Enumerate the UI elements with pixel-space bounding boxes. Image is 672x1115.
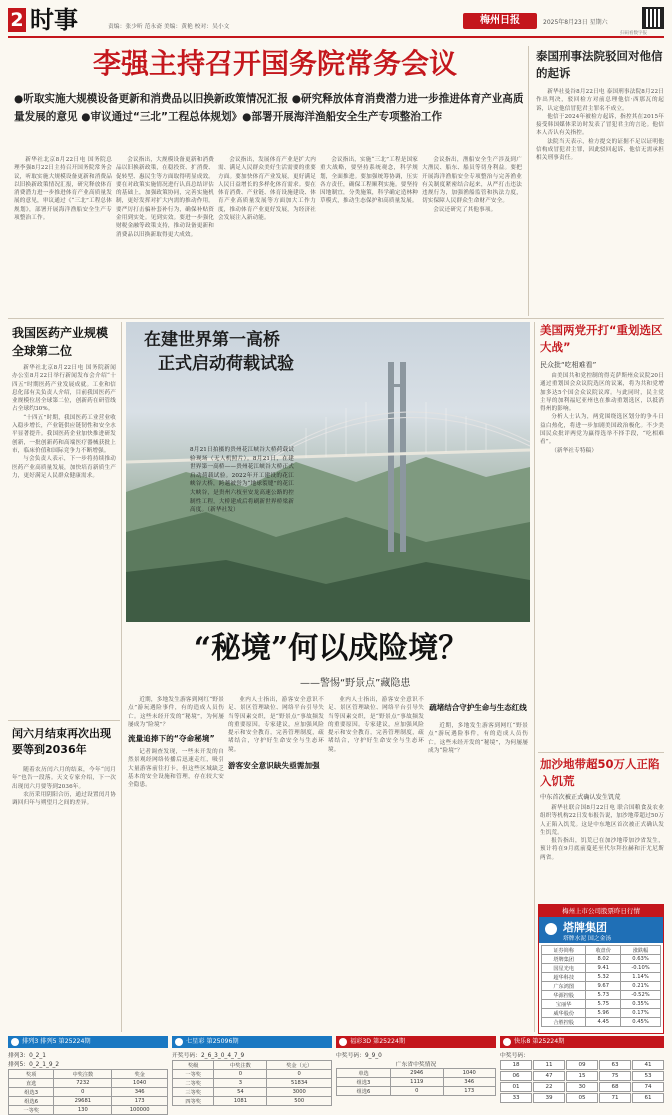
kl8-number: 05 — [566, 1093, 598, 1103]
main-paragraph: 会议指出，发展体育产业是扩大内需、满足人民群众美好生活需要的重要方面。要加快体育产业发展，更好满足人民日益增长的多样化体育需求。要在体育消费、产业链、体育设施建设、体育产业高质量发展等方面加大工作力度，推动体育产业更好发展，为经济社会发展注入新动能。 — [218, 157, 316, 222]
table-row: 二等奖 3 51834 — [173, 1079, 332, 1088]
lottery-section — [8, 1036, 664, 1114]
leap-month-headline — [12, 726, 116, 758]
table-row: 合胜控股 4.45 0.45% — [542, 1018, 661, 1027]
feature-col4-text — [428, 722, 528, 1032]
qr-code-icon[interactable] — [642, 7, 664, 29]
stock-strip: 梅州上市公司股票昨日行情 — [539, 905, 663, 917]
main-body-col5 — [422, 156, 522, 316]
kl8-number: 41 — [632, 1060, 664, 1070]
brand-banner — [539, 917, 663, 943]
kl8-number-grid — [500, 1060, 664, 1103]
usa-deck: 民众批“吃相难看” — [540, 361, 597, 369]
feature-col2 — [228, 696, 324, 1032]
table-row: 组选6 29681 173 — [9, 1097, 168, 1106]
page-number: 2 — [8, 8, 26, 32]
lottery-bar-pl: 排列3 排列5 第25224期 — [8, 1036, 168, 1048]
kl8-number: 53 — [632, 1071, 664, 1081]
pharma-headline: 我国医药产业规模全球第二位 — [12, 326, 109, 358]
usa-body — [540, 372, 664, 748]
table-row: 广东鸿图 9.67 0.21% — [542, 982, 661, 991]
table-row: 一等奖 130 100000 — [9, 1106, 168, 1115]
lottery-bar-kl8: 快乐8 第25224期 — [500, 1036, 664, 1048]
bridge-photo — [126, 322, 530, 622]
kl8-number: 39 — [533, 1093, 565, 1103]
gaza-body — [540, 804, 664, 904]
kl8-number: 18 — [500, 1060, 532, 1070]
feature-paragraph: 记者调查发现，一些未开发的自然景观经网络传播后迅速走红，吸引大量游客前往打卡，但这些区域缺乏基本的安全设施和管理，存在较大安全隐患。 — [128, 749, 224, 789]
pharma-body — [12, 364, 116, 718]
main-paragraph: 会议指出，渔船安全生产涉及到广大渔民、船东、船员等切身利益。要把开展海洋渔船安全专项整治与完善渔业有关制度紧密结合起来，从严打击违法违规行为，加强渔船监管和执法力度，切实保障人民群众生命财产安全。 — [422, 157, 522, 205]
gaza-headline: 加沙地带超50万人正陷入饥荒 — [540, 757, 660, 788]
table-row: 三等奖 54 3000 — [173, 1088, 332, 1097]
gaza-paragraph: 新华社联合国8月22日电 联合国粮食及农业组织等机构22日发布报告说，加沙地带超过50万人正陷入饥荒。这是中东地区首次被正式确认发生饥荒。 — [540, 805, 664, 836]
feature-subtitle-2: 游客安全意识缺失亟需加强 — [228, 761, 320, 771]
photo-title-2: 正式启动荷载试验 — [158, 354, 294, 374]
brand-logo-icon — [545, 923, 557, 935]
table-row: 超华科技 5.32 1.14% — [542, 973, 661, 982]
main-headline: 李强主持召开国务院常务会议 — [92, 47, 457, 80]
table-row: 一等奖 0 0 — [173, 1070, 332, 1079]
kl8-number: 06 — [500, 1071, 532, 1081]
brand-name: 塔牌集团 — [563, 921, 607, 934]
pl-results: 排列3：0_2_1 排列5：0_2_1_9_2 奖项 中奖注数 奖金 直选 7232 1040 组选3 0 346 组选6 29681 173 一等奖 130 100000 — [8, 1050, 168, 1115]
pharma-paragraph: “十四五”时期，我国医药工业营业收入稳步增长，产业链供应链韧性和安全水平显著提升。我国医药企业加快推进研发创新，一批创新药和高端医疗器械获批上市，临床价值和国际竞争力不断增强。 — [12, 414, 116, 454]
feature-col1 — [128, 696, 224, 1032]
pharma-paragraph: 新华社北京8月22日电 国务院新闻办公室8月22日举行新闻发布会介绍“十四五”时期医药产业发展成就。工业和信息化部有关负责人介绍，目前我国医药产业规模位居全球第二位，创新药在研管线占全球约30%。 — [12, 365, 116, 413]
brand-slogan: 塔牌水泥 国之金汤 — [563, 936, 612, 942]
main-body-col3 — [218, 156, 316, 316]
fc3d-results: 中奖号码：9_9_0 广东省中奖情况 单选 2946 1040 组选3 1119 346 组选6 0 173 — [336, 1050, 496, 1096]
lottery-icon — [339, 1038, 347, 1046]
table-row: 四等奖 1081 500 — [173, 1097, 332, 1106]
pharma-paragraph: 与会负责人表示，下一步将持续推动医药产业高质量发展，加快培育新质生产力，更好满足人民群众健康需求。 — [12, 456, 116, 479]
usa-paragraph: 分析人士认为，两党围绕选区划分的争斗日益白热化，将进一步加剧美国政治极化。不少美国民众批评两党为赢得选举不择手段，“吃相难看”。 — [540, 414, 664, 446]
leap-month-paragraph: 随着农历闰六月的结束，今年“闰月年”也告一段落。天文专家介绍，下一次出现闰六月要等到2036年。 — [12, 767, 116, 790]
gaza-paragraph: 报告指出，饥荒已在加沙地带加沙省发生，预计将在9月底前蔓延至代尔拜拉赫和汗尤尼斯两省。 — [540, 838, 664, 861]
main-body-col2 — [116, 156, 214, 316]
lottery-icon — [11, 1038, 19, 1046]
section-title: 时事 — [30, 6, 78, 34]
kl8-number: 74 — [632, 1082, 664, 1092]
main-paragraph: 会议指出，大规模设备更新和消费品以旧换新政策，在稳投资、扩消费、促转型、惠民生等方面取得明显成效。要在对政策实施情况进行认真总结评估的基础上，加强政策协同，完善实施机制，更好发挥对扩大内需的推动作用。要严厉打击骗补套补行为，确保补贴资金用到实处。见到实效。要进一步强化财税金融等政策支持，推动设备更新和消费品以旧换新取得更大成效。 — [116, 157, 214, 238]
stock-table-header: 证券简称 收盘价 涨跌幅 — [542, 946, 661, 955]
thailand-headline: 泰国刑事法院驳回对他信的起诉 — [536, 49, 663, 80]
gaza-deck: 中东首次被正式确认发生饥荒 — [540, 794, 621, 801]
stock-table — [539, 943, 663, 1029]
main-paragraph: 新华社北京8月22日电 国务院总理李强8月22日主持召开国务院常务会议，听取实施大规模设备更新和消费品以旧换新政策情况汇报，研究释放体育消费潜力进一步推进体育产业高质量发展的意见，审议通过《“三北”工程总体规划》，部署开展海洋渔船安全生产专项整治工作。 — [14, 157, 112, 222]
thailand-paragraph: 新华社曼谷8月22日电 泰国刑事法院8月22日作出判决，驳回检方对前总理他信·西那瓦的起诉，认定他信冒犯君主罪名不成立。 — [536, 89, 664, 112]
kl8-number: 61 — [632, 1093, 664, 1103]
feature-subtitle-3: 疏堵结合守护生命与生态红线 — [429, 703, 527, 712]
kl8-number: 22 — [533, 1082, 565, 1092]
kl8-number: 63 — [599, 1060, 631, 1070]
lottery-bar-3d: 福彩3D 第25224期 — [336, 1036, 496, 1048]
kl8-number: 75 — [599, 1071, 631, 1081]
thailand-paragraph: 他信于2024年被检方起诉，指控其在2015年接受韩国媒体采访时发表了冒犯君主的言论。他信本人否认有关指控。 — [536, 113, 664, 137]
table-row: 华源控股 5.73 -0.52% — [542, 991, 661, 1000]
main-subhead: ●听取实施大规模设备更新和消费品以旧换新政策情况汇报 ●研究释放体育消费潜力进一步推进体育产业高质量发展的意见 ●审议通过“三北”工程总体规划》●部署开展海洋渔船安全生产专项整治工作 — [14, 93, 524, 123]
feature-subhead: ——警惕“野景点”藏隐患 — [300, 678, 411, 689]
kl8-number: 30 — [566, 1082, 598, 1092]
issue-date: 2025年8月23日 星期六 — [543, 19, 608, 26]
lottery-icon — [175, 1038, 183, 1046]
table-row: 国星光电 9.41 -0.10% — [542, 964, 661, 973]
table-row: 塔牌集团 8.02 0.63% — [542, 955, 661, 964]
kl8-number: 71 — [599, 1093, 631, 1103]
table-row: 组选6 0 173 — [337, 1087, 496, 1096]
feature-col3-text — [328, 696, 424, 1032]
main-paragraph: 会议还研究了其他事项。 — [433, 206, 497, 213]
table-row: 单选 2946 1040 — [337, 1069, 496, 1078]
usa-headline: 美国两党开打“重划选区大战” — [540, 323, 663, 354]
masthead — [8, 6, 664, 36]
kl8-number: 09 — [566, 1060, 598, 1070]
lottery-bar-qxc: 七星彩 第25096期 — [172, 1036, 332, 1048]
kl8-number: 68 — [599, 1082, 631, 1092]
staff-credits: 责编：张少昕 范永斋 美编：黄艳 校对：吴小文 — [108, 24, 230, 30]
leap-month-title: 闰六月结束再次出现要等到2036年 — [12, 727, 111, 756]
stock-ad — [538, 904, 664, 1034]
feature-subtitle-1: 流量追捧下的“夺命秘境” — [128, 734, 215, 744]
table-row: 组选3 0 346 — [9, 1088, 168, 1097]
qxc-results: 开奖号码：2_6_3_0_4_7_9 奖级 中奖注数 奖金（元） 一等奖 0 0 二等奖 3 51834 三等奖 54 3000 四等奖 1081 500 — [172, 1050, 332, 1106]
paper-name: 梅州日报 — [480, 15, 520, 26]
lottery-icon — [503, 1038, 511, 1046]
table-row: 直选 7232 1040 — [9, 1079, 168, 1088]
main-body-col4 — [320, 156, 418, 316]
table-row: 威华股份 5.96 0.17% — [542, 1009, 661, 1018]
kl8-number: 15 — [566, 1071, 598, 1081]
usa-paragraph: （新华社专特稿） — [551, 447, 598, 454]
feature-paragraph: 近期，多地发生游客到网红“野景点”游玩遇险事件，有的造成人员伤亡。这些未经开发的“秘境”，为何屡屡成为“险境”？ — [428, 723, 528, 754]
main-paragraph: 会议指出，实施“三北”工程是国家重大战略，要坚持系统观念，科学规划，全面推进。要加强统筹协调，压实各方责任，确保工程顺利实施。要坚持因地制宜，分类施策，科学确定造林种草模式，推动生态保护和高质量发展。 — [320, 157, 418, 205]
kl8-number: 11 — [533, 1060, 565, 1070]
thailand-body — [536, 88, 664, 310]
table-row: 组选3 1119 346 — [337, 1078, 496, 1087]
leap-month-paragraph: 农历采用阴阳合历，通过设置闰月协调回归年与朔望月之间的差异。 — [12, 791, 116, 807]
thailand-paragraph: 法院当天表示，检方提交的证据不足以证明他信构成冒犯君主罪，因此驳回起诉，他信无需承担相关刑事责任。 — [536, 138, 664, 162]
feature-paragraph: 近期，多地发生游客到网红“野景点”游玩遇险事件，有的造成人员伤亡。这些未经开发的“秘境”，为何屡屡成为“险境”？ — [128, 697, 224, 728]
usa-paragraph: 由美国共和党控制的得克萨斯州众议院20日通过重划国会众议院选区的议案，将为共和党增加多达5个国会众议院议席。与此同时，民主党主导的加利福尼亚州也在推动重划选区，以抵消得州的影响。 — [540, 373, 664, 413]
leap-month-body — [12, 766, 116, 1028]
feature-paragraph: 业内人士指出，游客安全意识不足、景区管理缺位、网络平台引导失当等因素交织，是“野景点”事故频发的重要原因。专家建议，应加强风险提示和安全教育，完善管理制度，疏堵结合，守护好生命安全与生态环境。 — [228, 697, 324, 753]
photo-title-1: 在建世界第一高桥 — [144, 330, 280, 350]
main-body-col1 — [14, 156, 112, 316]
kl8-results: 中奖号码： 18 11 09 63 41 06 47 15 75 53 01 22 30 68 74 33 39 05 71 61 — [500, 1050, 664, 1103]
kl8-number: 47 — [533, 1071, 565, 1081]
feature-paragraph: 业内人士指出，游客安全意识不足、景区管理缺位、网络平台引导失当等因素交织，是“野景点”事故频发的重要原因。专家建议，应加强风险提示和安全教育，完善管理制度，疏堵结合，守护好生命安全与生态环境。 — [328, 697, 424, 753]
kl8-number: 01 — [500, 1082, 532, 1092]
qr-hint: 扫码看数字报 — [620, 31, 647, 36]
kl8-number: 33 — [500, 1093, 532, 1103]
feature-headline: “秘境”何以成险境？ — [193, 631, 469, 666]
photo-caption: 8月21日拍摄的贵州花江峡谷大桥荷载试验现场（无人机照片）。8月21日，在建世界第一高桥——贵州花江峡谷大桥正式启动荷载试验。2022年开工建设的花江峡谷大桥，跨越被誉为“地球裂缝”的花江大峡谷，是贵州六枝至安龙高速公路的控制性工程，大桥建成后将刷新世界桥梁新高度。（新华社发） — [190, 447, 294, 514]
table-row: 宝丽华 5.75 0.35% — [542, 1000, 661, 1009]
paper-logo — [463, 13, 537, 29]
